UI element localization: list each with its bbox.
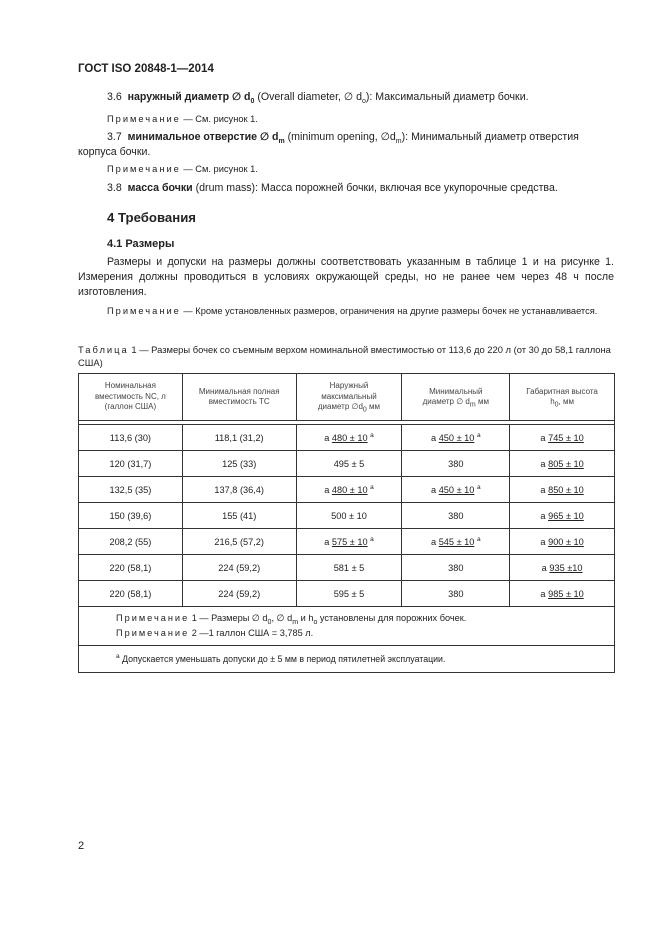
- a-prefix: a: [540, 588, 546, 599]
- cell-nc: 113,6 (30): [79, 425, 183, 451]
- note-3-7: [78, 163, 614, 176]
- cell-nc: 150 (39,6): [79, 503, 183, 529]
- section-4-heading: 4 Требования: [107, 210, 197, 225]
- table-notes: [79, 607, 615, 646]
- note-label: Примечание: [107, 164, 181, 174]
- term-definition: Максимальный диаметр бочки.: [372, 91, 529, 103]
- term-english: (minimum opening, ∅d: [284, 131, 396, 143]
- cell-dm: [402, 477, 510, 503]
- cell-dm: [402, 451, 510, 477]
- cell-nc: 220 (58,1): [79, 555, 183, 581]
- section-4-1-paragraph: Размеры и допуски на размеры должны соответствовать указанным в таблице 1 и на рисунке 1. Измерения должны проводиться в условиях окружающей среды, но не ранее чем через 48 ч после изготовления.: [78, 256, 614, 298]
- cell-dm: [402, 529, 510, 555]
- table-row: [79, 451, 615, 477]
- section-4-1-heading: 4.1 Размеры: [107, 238, 175, 250]
- term-name: минимальное отверстие ∅ d: [127, 131, 279, 143]
- term-english: (Overall diameter, ∅ d: [254, 91, 362, 103]
- cell-value: 480 ± 10: [331, 484, 368, 495]
- a-prefix: a: [540, 432, 546, 443]
- note-2-text: 2 —1 галлон США = 3,785 л.: [189, 628, 314, 638]
- note-1-text: , ∅ d: [271, 613, 293, 623]
- footnote-marker: a: [116, 653, 120, 661]
- a-prefix: a: [540, 458, 546, 469]
- note-label: Примечание: [116, 613, 190, 623]
- cell-value: 495 ± 5: [333, 458, 365, 469]
- note-text: — См. рисунок 1.: [180, 114, 258, 124]
- cell-d0: [296, 581, 402, 607]
- term-definition: Масса порожней бочки, включая все укупорочные средства.: [258, 182, 558, 194]
- note-text: — Кроме установленных размеров, ограничения на другие размеры бочек не устанавливается.: [180, 306, 598, 316]
- term-number: 3.7: [107, 131, 122, 143]
- term-english-subscript: m: [395, 138, 402, 146]
- term-name: наружный диаметр ∅ d: [127, 91, 251, 103]
- cell-h0: [510, 581, 615, 607]
- term-definition: Минимальный диаметр отверстия корпуса бочки.: [78, 131, 579, 158]
- term-subscript: m: [278, 138, 285, 146]
- cell-value: 380: [448, 510, 464, 521]
- a-prefix: a: [324, 536, 330, 547]
- footnote-marker: a: [476, 483, 481, 491]
- cell-d0: [296, 425, 402, 451]
- note-3-6: [78, 113, 614, 126]
- term-3-6: [78, 90, 614, 105]
- cell-value: 480 ± 10: [331, 432, 368, 443]
- table-notes-row: [79, 607, 615, 646]
- cell-value: 500 ± 10: [331, 510, 367, 521]
- a-prefix: a: [540, 536, 546, 547]
- footnote-marker: a: [370, 431, 374, 439]
- header-min-capacity: Минимальная полная вместимость ТС: [182, 374, 296, 421]
- cell-d0: [296, 529, 402, 555]
- cell-value: 805 ± 10: [548, 458, 584, 469]
- footnote-marker: a: [476, 535, 481, 543]
- cell-value: 965 ± 10: [548, 510, 584, 521]
- cell-value: 935 ±10: [549, 562, 583, 573]
- table-caption: [78, 343, 618, 369]
- cell-h0: [510, 503, 615, 529]
- cell-h0: [510, 555, 615, 581]
- term-english-end: ):: [365, 91, 373, 103]
- term-english-subscript: o: [361, 98, 366, 106]
- cell-value: 900 ± 10: [548, 536, 584, 547]
- note-label: Примечание: [116, 628, 190, 638]
- footnote-text: Допускается уменьшать допуски до ± 5 мм в период пятилетней эксплуатации.: [119, 654, 446, 664]
- term-3-7: [78, 130, 614, 160]
- a-prefix: a: [540, 510, 546, 521]
- term-number: 3.6: [107, 91, 122, 103]
- cell-tc: 137,8 (36,4): [182, 477, 296, 503]
- cell-h0: [510, 451, 615, 477]
- note-1-text: установлены для порожних бочек.: [317, 613, 467, 623]
- term-number: 3.8: [107, 182, 122, 194]
- cell-nc: 208,2 (55): [79, 529, 183, 555]
- cell-dm: [402, 425, 510, 451]
- cell-dm: [402, 581, 510, 607]
- cell-tc: 125 (33): [182, 451, 296, 477]
- cell-value: 380: [448, 458, 464, 469]
- header-min-diameter: Минимальный диаметр ∅ $d_m$ мм: [402, 374, 510, 421]
- cell-d0: [296, 477, 402, 503]
- a-prefix: a: [324, 432, 330, 443]
- table-row: [79, 555, 615, 581]
- cell-tc: 224 (59,2): [182, 581, 296, 607]
- a-prefix: a: [324, 484, 330, 495]
- a-prefix: a: [431, 484, 437, 495]
- cell-tc: 216,5 (57,2): [182, 529, 296, 555]
- note-label: Примечание: [107, 114, 181, 124]
- table-row: [79, 425, 615, 451]
- cell-value: 545 ± 10: [438, 536, 475, 547]
- table-caption-text: 1 — Размеры бочек со съемным верхом номинальной вместимостью от 113,6 до 220 л (от 30 до 58,1 галлона США): [78, 344, 611, 368]
- cell-tc: 224 (59,2): [182, 555, 296, 581]
- header-overall-height: Габаритная высота $h_0$, мм: [510, 374, 615, 421]
- term-english-end: ):: [401, 131, 409, 143]
- term-3-8: [78, 181, 614, 196]
- note-4-1: [78, 305, 614, 318]
- footnote-marker: a: [476, 431, 481, 439]
- cell-value: 595 ± 5: [333, 588, 365, 599]
- term-name: масса бочки: [127, 182, 193, 194]
- a-prefix: a: [540, 484, 546, 495]
- cell-h0: [510, 425, 615, 451]
- note-1-text: и h: [298, 613, 314, 623]
- table-row: [79, 529, 615, 555]
- cell-d0: [296, 555, 402, 581]
- cell-dm: [402, 503, 510, 529]
- cell-value: 575 ± 10: [331, 536, 368, 547]
- cell-d0: [296, 503, 402, 529]
- note-text: — См. рисунок 1.: [180, 164, 258, 174]
- cell-value: 450 ± 10: [438, 432, 475, 443]
- header-nominal-capacity: Номинальная вместимость NC, л (галлон США): [79, 374, 183, 421]
- dimensions-table: [78, 373, 615, 673]
- note-subscript: o: [313, 618, 318, 626]
- term-subscript: 0: [250, 98, 255, 106]
- header-outer-diameter: Наружный максимальный диаметр $\emptyset d_0$ мм: [296, 374, 402, 421]
- note-subscript: 0: [267, 618, 272, 626]
- cell-value: 581 ± 5: [333, 562, 365, 573]
- a-prefix: a: [431, 432, 437, 443]
- cell-value: 380: [448, 588, 464, 599]
- cell-d0: [296, 451, 402, 477]
- cell-h0: [510, 529, 615, 555]
- footnote-marker: a: [370, 535, 374, 543]
- document-code-header: ГОСТ ISO 20848-1—2014: [78, 63, 214, 75]
- table-row: [79, 477, 615, 503]
- cell-tc: 155 (41): [182, 503, 296, 529]
- table-footnote-row: [79, 646, 615, 673]
- cell-value: 985 ± 10: [548, 588, 584, 599]
- table-caption-label: Таблица: [78, 344, 129, 355]
- cell-value: 745 ± 10: [548, 432, 584, 443]
- cell-nc: 132,5 (35): [79, 477, 183, 503]
- note-subscript: m: [292, 618, 299, 626]
- footnote-marker: a: [370, 483, 374, 491]
- cell-h0: [510, 477, 615, 503]
- a-prefix: a: [431, 536, 437, 547]
- table-header-row: [79, 374, 615, 421]
- table-row: [79, 581, 615, 607]
- cell-nc: 220 (58,1): [79, 581, 183, 607]
- table-footnote: [79, 646, 615, 673]
- page-number: 2: [78, 840, 85, 852]
- a-prefix: a: [541, 562, 547, 573]
- table-row: [79, 503, 615, 529]
- note-1-text: 1 — Размеры ∅ d: [189, 613, 268, 623]
- cell-dm: [402, 555, 510, 581]
- cell-value: 450 ± 10: [438, 484, 475, 495]
- cell-value: 850 ± 10: [548, 484, 584, 495]
- term-english: (drum mass):: [192, 182, 259, 194]
- cell-value: 380: [448, 562, 464, 573]
- note-label: Примечание: [107, 306, 181, 316]
- cell-tc: 118,1 (31,2): [182, 425, 296, 451]
- cell-nc: 120 (31,7): [79, 451, 183, 477]
